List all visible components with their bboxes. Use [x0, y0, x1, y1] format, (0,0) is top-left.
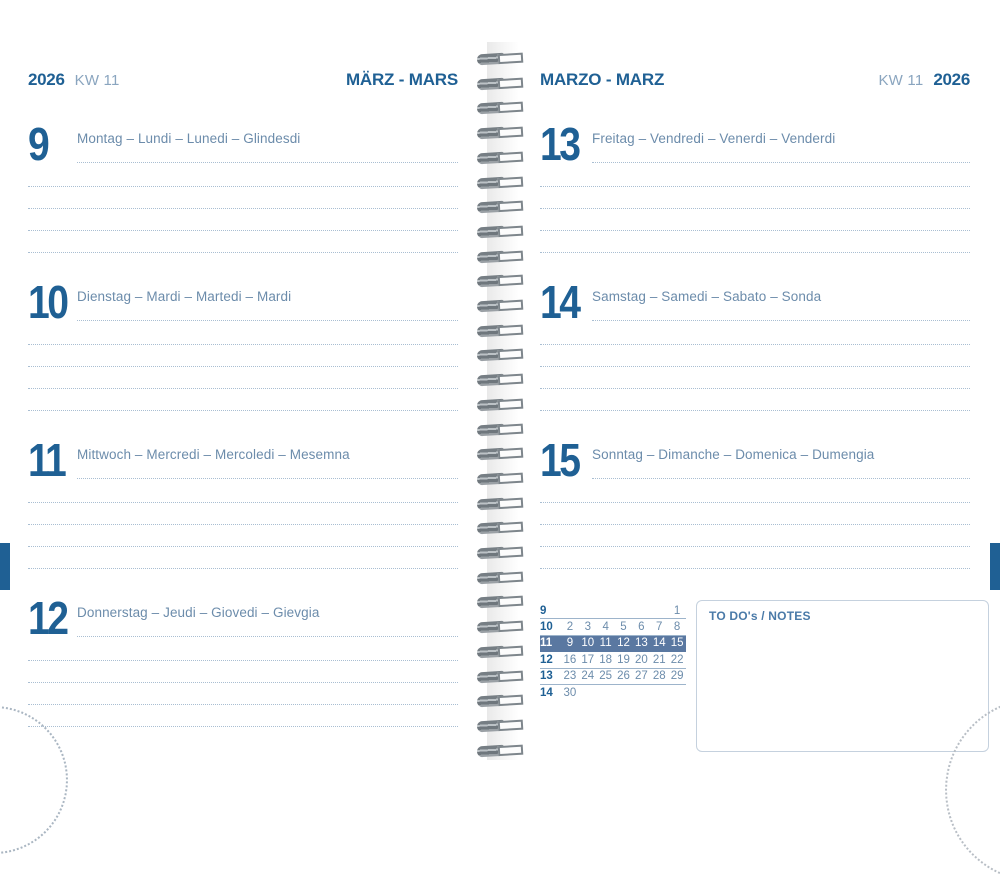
spiral-coil: [477, 470, 524, 486]
left-week-label: KW 11: [74, 72, 120, 89]
calendar-date-cell[interactable]: 10: [581, 637, 595, 650]
writing-line[interactable]: [28, 366, 458, 367]
day-block-9: [28, 118, 458, 275]
spiral-coil: [477, 396, 524, 412]
writing-line[interactable]: [540, 208, 970, 209]
calendar-week-number: 10: [540, 621, 553, 634]
spiral-coil-loop: [498, 349, 524, 361]
calendar-week-row-12[interactable]: [540, 652, 686, 668]
writing-line[interactable]: [540, 502, 970, 503]
spiral-coil-loop: [498, 77, 524, 89]
calendar-date-cell[interactable]: 2: [566, 621, 574, 634]
spiral-coil: [477, 248, 524, 264]
spiral-coil-loop: [498, 398, 524, 410]
writing-line[interactable]: [77, 320, 458, 321]
calendar-date-cell[interactable]: 3: [584, 621, 591, 634]
spiral-coil: [477, 75, 524, 91]
day-names-label: Sonntag – Dimanche – Domenica – Dumengia: [592, 447, 875, 462]
spiral-coil-loop: [498, 53, 524, 65]
spiral-coil-loop: [498, 275, 524, 287]
calendar-date-cell[interactable]: 18: [599, 653, 613, 666]
calendar-date-cell[interactable]: 19: [617, 653, 630, 666]
writing-line[interactable]: [28, 726, 458, 727]
calendar-date-cell[interactable]: 22: [670, 653, 684, 666]
spiral-coil: [477, 495, 524, 511]
spiral-coil-loop: [498, 300, 524, 312]
left-page: [28, 0, 458, 800]
spiral-coil-loop: [498, 472, 524, 484]
writing-line[interactable]: [28, 388, 458, 389]
calendar-date-cell[interactable]: 21: [652, 653, 666, 666]
calendar-date-cell[interactable]: 28: [652, 670, 666, 683]
day-block-10: [28, 276, 458, 433]
writing-line[interactable]: [540, 524, 970, 525]
spiral-coil-loop: [498, 719, 524, 731]
right-month-label: MARZO - MARZ: [540, 70, 665, 89]
writing-line[interactable]: [540, 252, 970, 253]
spiral-coil-loop: [498, 127, 524, 139]
left-year-label: 2026: [28, 70, 65, 89]
spiral-coil: [477, 322, 524, 338]
calendar-date-cell[interactable]: 9: [566, 637, 574, 650]
writing-line[interactable]: [540, 186, 970, 187]
calendar-week-number: 9: [540, 604, 547, 617]
spiral-coil: [477, 742, 524, 758]
spiral-coil-loop: [498, 374, 524, 386]
day-block-15: [540, 434, 970, 591]
calendar-date-cell[interactable]: 30: [563, 687, 577, 700]
writing-line[interactable]: [592, 478, 970, 479]
spiral-coil: [477, 149, 524, 165]
calendar-week-row-9[interactable]: [540, 603, 686, 619]
spiral-coil-loop: [498, 744, 524, 756]
day-names-label: Donnerstag – Jeudi – Giovedi – Gievgia: [77, 605, 320, 620]
writing-line[interactable]: [28, 546, 458, 547]
day-number: 14: [540, 276, 579, 328]
spiral-coil: [477, 668, 524, 684]
writing-line[interactable]: [28, 410, 458, 411]
calendar-date-cell[interactable]: 14: [652, 637, 666, 650]
right-page-header: [540, 70, 970, 90]
writing-line[interactable]: [77, 478, 458, 479]
calendar-date-cell[interactable]: 15: [670, 637, 684, 650]
day-block-11: [28, 434, 458, 591]
spiral-coil-loop: [498, 250, 524, 262]
spiral-coil-loop: [498, 176, 524, 188]
day-number: 11: [28, 434, 65, 486]
writing-line[interactable]: [28, 230, 458, 231]
calendar-week-number: 13: [540, 670, 553, 683]
calendar-date-cell[interactable]: 29: [670, 670, 684, 683]
spiral-coil: [477, 223, 524, 239]
calendar-week-row-13[interactable]: [540, 669, 686, 685]
calendar-date-cell[interactable]: 11: [599, 637, 612, 650]
writing-line[interactable]: [28, 524, 458, 525]
spiral-coil-loop: [498, 670, 524, 682]
writing-line[interactable]: [540, 366, 970, 367]
day-block-14: [540, 276, 970, 433]
left-page-header: [28, 70, 458, 90]
spiral-coil-loop: [498, 547, 524, 559]
calendar-week-number: 11: [540, 637, 553, 650]
right-year-label: 2026: [933, 70, 970, 89]
calendar-week-row-11[interactable]: [540, 636, 686, 652]
writing-line[interactable]: [540, 230, 970, 231]
spiral-coil-loop: [498, 423, 524, 435]
writing-line[interactable]: [28, 252, 458, 253]
spiral-coil-loop: [498, 225, 524, 237]
spiral-coil-loop: [498, 497, 524, 509]
calendar-date-cell[interactable]: 26: [617, 670, 630, 683]
spiral-coil-loop: [498, 596, 524, 608]
calendar-date-cell[interactable]: 6: [638, 621, 645, 634]
calendar-date-cell[interactable]: 27: [634, 670, 648, 683]
spiral-coil: [477, 569, 524, 585]
writing-line[interactable]: [540, 388, 970, 389]
day-names-label: Dienstag – Mardi – Martedi – Mardi: [77, 289, 292, 304]
calendar-date-cell[interactable]: 20: [634, 653, 648, 666]
calendar-week-row-14[interactable]: [540, 685, 686, 701]
calendar-date-cell[interactable]: 1: [673, 604, 681, 617]
day-number: 15: [540, 434, 579, 486]
writing-line[interactable]: [28, 208, 458, 209]
spiral-coil-loop: [498, 151, 524, 163]
calendar-date-cell[interactable]: 5: [620, 621, 627, 634]
calendar-date-cell[interactable]: 12: [617, 637, 630, 650]
calendar-date-cell[interactable]: 7: [656, 621, 663, 634]
day-names-label: Montag – Lundi – Lunedi – Glindesdi: [77, 131, 301, 146]
writing-line[interactable]: [28, 568, 458, 569]
writing-line[interactable]: [28, 344, 458, 345]
spiral-coil: [477, 643, 524, 659]
spiral-coil-loop: [498, 522, 524, 534]
todo-notes-label: TO DO's / NOTES: [709, 609, 811, 623]
calendar-week-number: 14: [540, 687, 553, 700]
day-number: 13: [540, 118, 579, 170]
writing-line[interactable]: [28, 660, 458, 661]
writing-line[interactable]: [28, 502, 458, 503]
day-block-13: [540, 118, 970, 275]
spiral-coil-loop: [498, 324, 524, 336]
spiral-coil: [477, 174, 524, 190]
calendar-date-cell[interactable]: 25: [599, 670, 613, 683]
day-names-label: Samstag – Samedi – Sabato – Sonda: [592, 289, 822, 304]
calendar-date-cell[interactable]: 24: [581, 670, 595, 683]
right-week-label: KW 11: [878, 72, 924, 89]
writing-line[interactable]: [540, 410, 970, 411]
writing-line[interactable]: [28, 704, 458, 705]
spiral-coil-loop: [498, 448, 524, 460]
calendar-date-cell[interactable]: 8: [673, 621, 681, 634]
day-number: 10: [28, 276, 67, 328]
writing-line[interactable]: [592, 162, 970, 163]
calendar-date-cell[interactable]: 23: [563, 670, 577, 683]
calendar-date-cell[interactable]: 17: [581, 653, 595, 666]
mini-month-calendar: [540, 603, 686, 701]
left-edge-tab-marker: [0, 543, 10, 590]
spiral-coil-loop: [498, 621, 524, 633]
calendar-week-row-10[interactable]: [540, 619, 686, 635]
day-names-label: Mittwoch – Mercredi – Mercoledi – Mesemna: [77, 447, 350, 462]
calendar-date-cell[interactable]: 16: [563, 653, 577, 666]
spiral-coil-loop: [498, 201, 524, 213]
left-month-label: MÄRZ - MARS: [345, 70, 458, 89]
day-names-label: Freitag – Vendredi – Venerdi – Venderdi: [592, 131, 836, 146]
writing-line[interactable]: [540, 344, 970, 345]
todo-notes-box[interactable]: [696, 600, 989, 752]
day-number: 9: [28, 118, 48, 170]
spiral-coil-loop: [498, 645, 524, 657]
calendar-week-number: 12: [540, 653, 553, 666]
writing-line[interactable]: [540, 568, 970, 569]
calendar-date-cell[interactable]: 13: [634, 637, 648, 650]
day-block-12: [28, 592, 458, 749]
spiral-coil-loop: [498, 571, 524, 583]
spiral-coil: [477, 421, 524, 437]
writing-line[interactable]: [77, 162, 458, 163]
right-edge-tab-marker: [990, 543, 1000, 590]
spiral-coil: [477, 717, 524, 733]
writing-line[interactable]: [28, 186, 458, 187]
writing-line[interactable]: [28, 682, 458, 683]
spiral-coil-loop: [498, 102, 524, 114]
spiral-coil-loop: [498, 695, 524, 707]
writing-line[interactable]: [540, 546, 970, 547]
writing-line[interactable]: [77, 636, 458, 637]
writing-line[interactable]: [592, 320, 970, 321]
calendar-date-cell[interactable]: 4: [602, 621, 609, 634]
day-number: 12: [28, 592, 67, 644]
